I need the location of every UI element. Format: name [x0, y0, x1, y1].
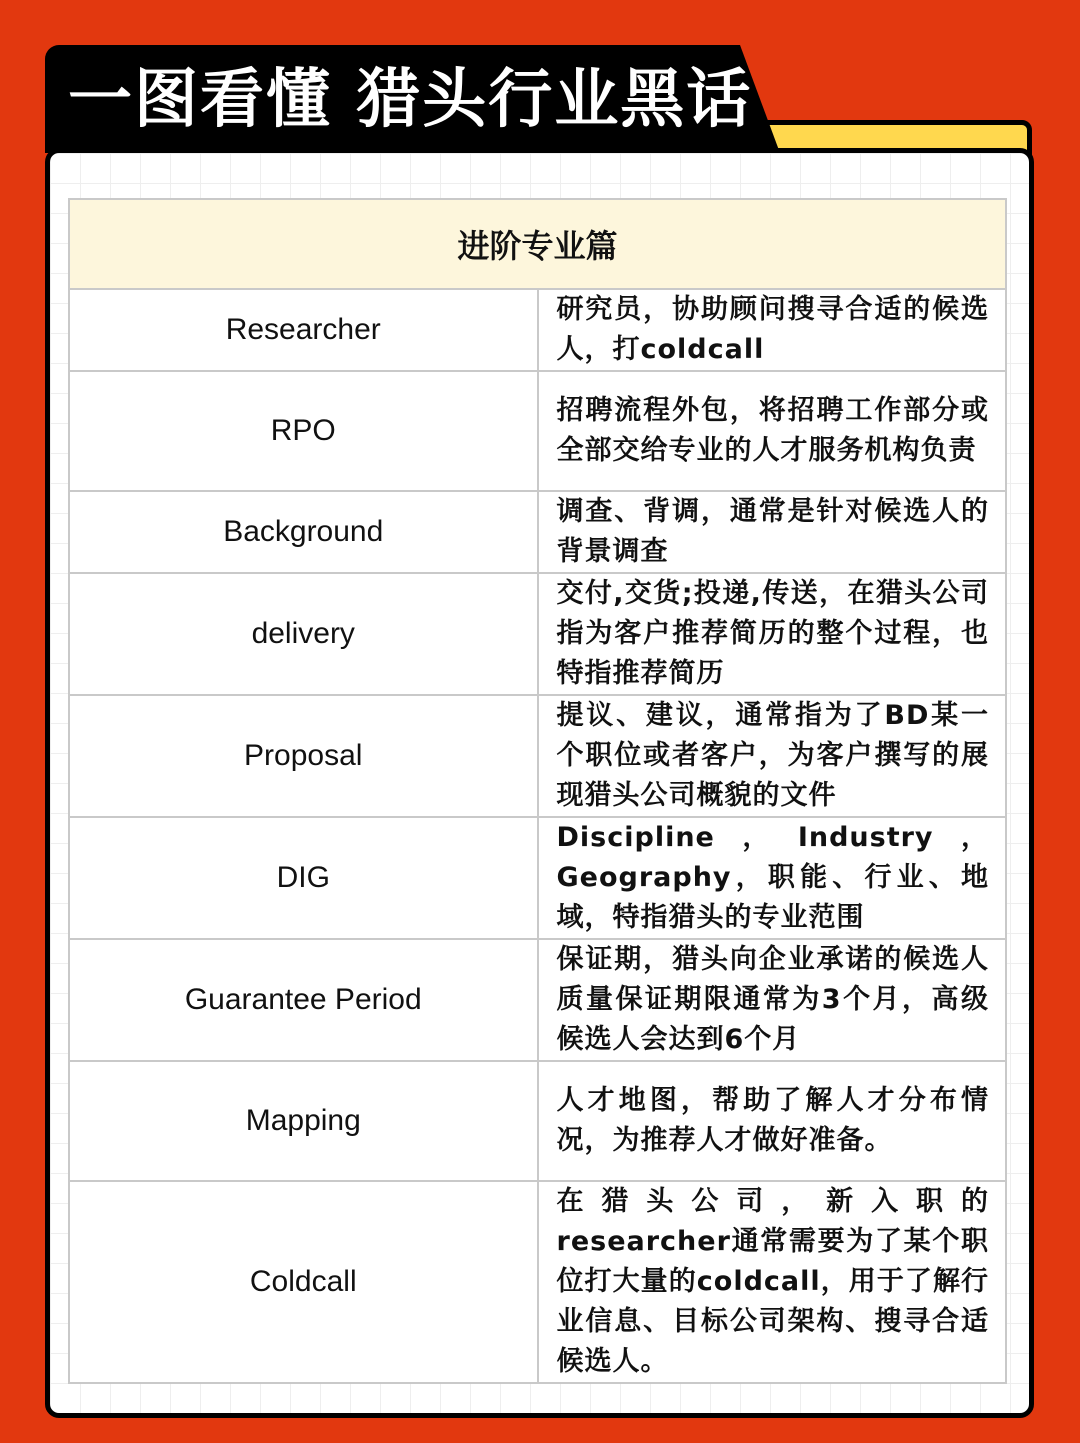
description-cell: 招聘流程外包，将招聘工作部分或全部交给专业的人才服务机构负责 [538, 371, 1007, 491]
term-cell: Proposal [69, 695, 538, 817]
term-cell: Researcher [69, 289, 538, 371]
description-cell: 研究员，协助顾问搜寻合适的候选人，打coldcall [538, 289, 1007, 371]
table-row [69, 939, 1006, 1061]
description-cell: 调查、背调，通常是针对候选人的背景调查 [538, 491, 1007, 573]
page-title: 一图看懂 猎头行业黑话 [68, 63, 753, 137]
table-row [69, 817, 1006, 939]
description-cell: 提议、建议，通常指为了BD某一个职位或者客户，为客户撰写的展现猎头公司概貌的文件 [538, 695, 1007, 817]
term-cell: Mapping [69, 1061, 538, 1181]
table-row [69, 371, 1006, 491]
term-cell: delivery [69, 573, 538, 695]
term-cell: Background [69, 491, 538, 573]
term-cell: DIG [69, 817, 538, 939]
description-cell: 人才地图，帮助了解人才分布情况，为推荐人才做好准备。 [538, 1061, 1007, 1181]
term-cell: RPO [69, 371, 538, 491]
description-cell: 在猎头公司，新入职的researcher通常需要为了某个职位打大量的coldcall，用于了解行业信息、目标公司架构、搜寻合适候选人。 [538, 1181, 1007, 1383]
table-row [69, 573, 1006, 695]
table-row [69, 1181, 1006, 1383]
table-header-row [69, 199, 1006, 289]
table-row [69, 695, 1006, 817]
description-cell: 交付,交货;投递,传送，在猎头公司指为客户推荐简历的整个过程，也特指推荐简历 [538, 573, 1007, 695]
description-cell: 保证期，猎头向企业承诺的候选人质量保证期限通常为3个月，高级候选人会达到6个月 [538, 939, 1007, 1061]
table-row [69, 491, 1006, 573]
glossary-table [68, 198, 1007, 1384]
table-row [69, 1061, 1006, 1181]
term-cell: Guarantee Period [69, 939, 538, 1061]
description-cell: Discipline，Industry，Geography，职能、行业、地域，特指猎头的专业范围 [538, 817, 1007, 939]
table-row [69, 289, 1006, 371]
term-cell: Coldcall [69, 1181, 538, 1383]
table-header: 进阶专业篇 [69, 199, 1006, 289]
